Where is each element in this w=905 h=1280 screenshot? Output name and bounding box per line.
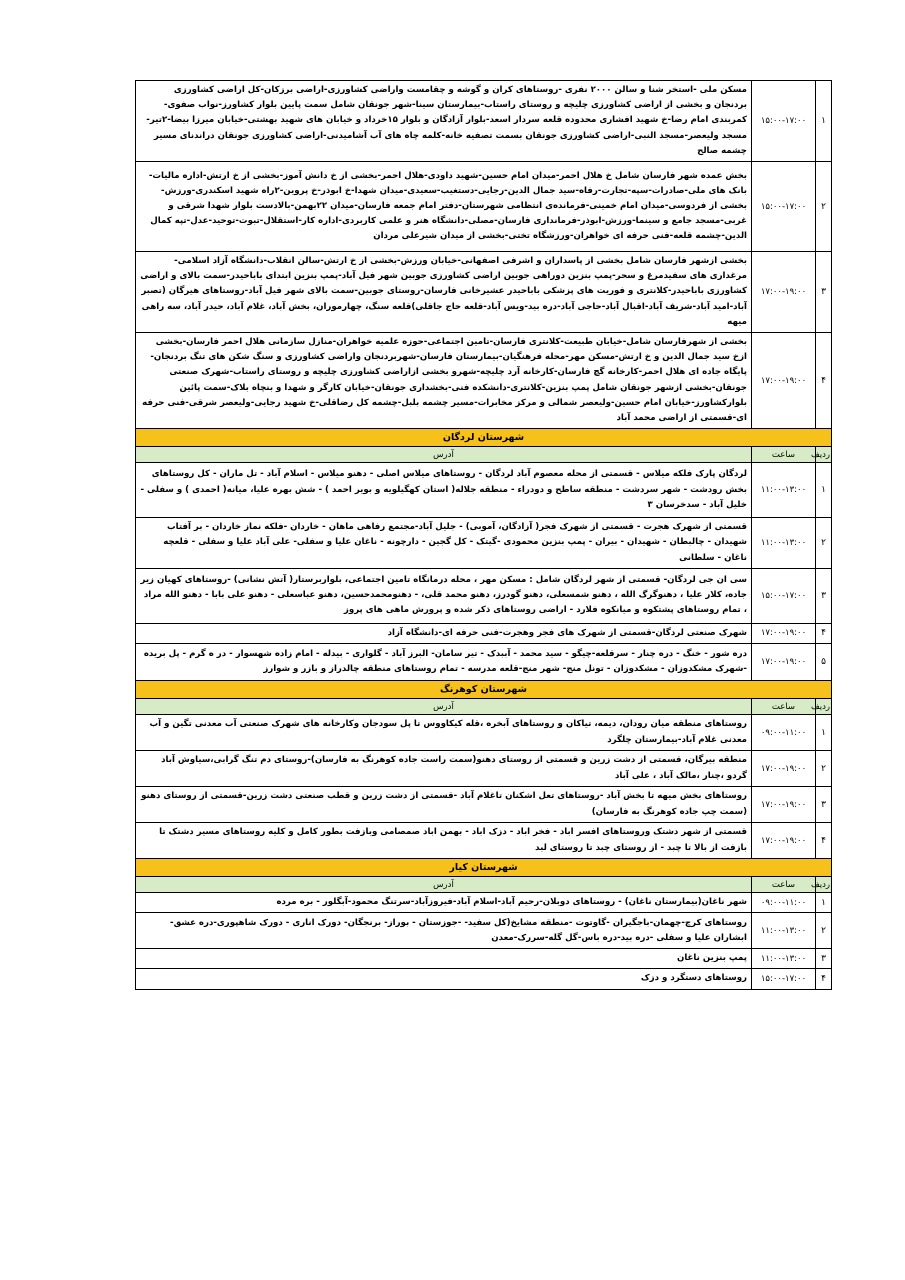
row-address: لردگان پارک فلکه میلاس - قسمتی از محله معصوم آباد لردگان - روستاهای میلاس اصلی - دهنو میلاس - اسلام آباد - تل ماران - کل روستاهای بخش رودشت - شهر سردشت - منطقه ساطح و دودراء - منطقه جلاله( استان کهگیلویه و بویر احمد ) - شش بهره علیا، میانه( احمدی ) و سفلی - خلیل آباد - سدخرسان ۳ — [136, 463, 752, 518]
table-row — [136, 715, 832, 751]
row-number: ۲ — [816, 751, 832, 787]
row-address: قسمتی از شهر دشتک وروستاهای افسر اباد - فخر اباد - دزک اباد - بهمن اباد صمصامی وبازفت بطور کامل و کلیه روستاهای مسیر دشتک تا بازفت از بالا تا چبد - از روستای چبد تا روستای لبد — [136, 823, 752, 859]
table-row — [136, 787, 832, 823]
row-time: ۱۵:۰۰-۱۷:۰۰ — [752, 162, 816, 252]
table-row — [136, 463, 832, 518]
row-time: ۱۷:۰۰-۱۹:۰۰ — [752, 252, 816, 333]
table-row — [136, 623, 832, 643]
header-address: آدرس — [136, 699, 752, 715]
row-address: بخش عمده شهر فارسان شامل خ هلال احمر-میدان امام حسین-شهید داودی-هلال احمر-بخشی از خ دانش آموز-بخشی از خ ارتش-اداره مالیات-بانک های ملی-صادرات-سپه-تجارت-رفاه-سید جمال الدین-رجایی-دستغیب-سعیدی-میدان شهدا-خ ابوذر-خ پروین-۲راه شهید اسکندری-ورزش-بخشی از فردوسی-میدان امام خمینی-فرمانده‌ی انتظامی شهرستان-دفتر امام جمعه فارسان-میدان ۲۲بهمن-بالادست بلوار شهدا شرقی و غربی-مسجد جامع و سینما-ورزش-ابوذر-فرمانداری فارسان-مصلی-دانشگاه هنر و علمی کاربردی-اداره کار-استقلال-تبوت-توحید-عدل-تپه کمال الدین-چشمه قلعه-فنی حرفه ای خواهران-ورزشگاه تختی-بخشی از میدان شیرعلی مردان — [136, 162, 752, 252]
row-number: ۱ — [816, 81, 832, 162]
header-time: ساعت — [752, 447, 816, 463]
schedule-table — [135, 80, 832, 990]
section-title: شهرستان کوهرنگ — [136, 681, 832, 699]
row-time: ۱۷:۰۰-۱۹:۰۰ — [752, 787, 816, 823]
row-time: ۰۹:۰۰-۱۱:۰۰ — [752, 893, 816, 913]
row-time: ۰۹:۰۰-۱۱:۰۰ — [752, 715, 816, 751]
header-address: آدرس — [136, 877, 752, 893]
column-header-row — [136, 699, 832, 715]
row-address: بخشی ازشهر فارسان شامل بخشی از پاسداران و اشرفی اصفهانی-خیابان ورزش-بخشی از خ ارتش-سالن انقلاب-دانشگاه آزاد اسلامی-مرغداری های سفیدمرغ و سحر-پمپ بنزین دوراهی جوبین اراضی کشاورزی جوبین شهر فیل آباد-پمپ بنزین ابتدای باباحیدر-سمت بالای و اراضی کشاورزی باباحیدر-کلانتری و فوریت های پزشکی باباحیدر عشیرخانی فارسان-روستای جوبین-سمت بالای شهر فیل آباد-روستاهای هیرگان (تصبر آباد-امید آباد-شریف آباد-اقبال آباد-حاجی آباد-دره بید-ویس آباد-قلعه حاج جاقلی)قلعه سنگ، چهارموران، بخش آباد، غلام آباد، حیدر آباد، سه راهی میهه — [136, 252, 752, 333]
section-title: شهرستان لردگان — [136, 429, 832, 447]
header-time: ساعت — [752, 699, 816, 715]
row-address: روستاهای منطقه میان رودان، دیمه، تیاکان و روستاهای آبخره ،قله کیکاووس تا پل سودجان وکارخانه های شهرک صنعتی آب معدنی تگین و آب معدنی غلام آباد-بیمارستان چلگرد — [136, 715, 752, 751]
row-time: ۱۷:۰۰-۱۹:۰۰ — [752, 823, 816, 859]
table-row — [136, 252, 832, 333]
row-time: ۱۵:۰۰-۱۷:۰۰ — [752, 568, 816, 623]
header-number: ردیف — [816, 699, 832, 715]
table-row — [136, 333, 832, 429]
row-address: قسمتی از شهرک هجرت - قسمتی از شهرک فجر( آزادگان، آموبی) - جلیل آباد-مجتمع رفاهی ماهان - خاردان -فلکه نماز خاردان - بر آفتاب شهیدان - چالبطان - شهیدان - بیران - پمپ بنزین محمودی -گیتک - کل گجین - دارچونه - ناغان علیا و سفلی- علی آباد علیا و سفلی - قلعچه ناغان - سلطانی — [136, 518, 752, 569]
table-row — [136, 568, 832, 623]
row-time: ۱۵:۰۰-۱۷:۰۰ — [752, 81, 816, 162]
row-number: ۳ — [816, 568, 832, 623]
row-number: ۱ — [816, 715, 832, 751]
column-header-row — [136, 877, 832, 893]
header-address: آدرس — [136, 447, 752, 463]
row-number: ۳ — [816, 787, 832, 823]
row-number: ۳ — [816, 252, 832, 333]
row-number: ۱ — [816, 463, 832, 518]
row-number: ۲ — [816, 162, 832, 252]
row-number: ۲ — [816, 518, 832, 569]
table-row — [136, 893, 832, 913]
row-time: ۱۱:۰۰-۱۳:۰۰ — [752, 463, 816, 518]
section-title-row — [136, 429, 832, 447]
row-address: منطقه بیرگان، قسمتی از دشت زرین و قسمتی از روستای دهنو(سمت راست جاده کوهرنگ به فارسان)-روستای دم تنگ گرابی،سیاوش آباد گردو ،چنار ،مالک آباد ، علی آباد — [136, 751, 752, 787]
header-number: ردیف — [816, 447, 832, 463]
row-address: روستاهای بخش میهه تا بخش آباد -روستاهای تعل اشکنان تاغلام آباد -قسمتی از دشت زرین و قطب صنعتی دشت زرین-قسمتی از روستای دهنو (سمت چپ جاده کوهرنگ به فارسان) — [136, 787, 752, 823]
section-title-row — [136, 859, 832, 877]
row-time: ۱۷:۰۰-۱۹:۰۰ — [752, 644, 816, 681]
table-row — [136, 644, 832, 681]
row-address: مسکن ملی -استخر شنا و سالن ۲۰۰۰ نفری -روستاهای کران و گوشه و چقامست واراضی کشاورزی-اراضی برزکان-کل اراضی کشاورزی بردنجان و بخشی از اراضی کشاورزی چلیچه و روستای راستاب-بیمارستان سینا-شهر جونقان شامل سمت پایین بلوار کشاورز-نواب صفوی-کمربندی امام رضا-خ شهید افشاری محدوده قلعه سردار اسعد-بلوار آزادگان و بلوار ۱۵خرداد و خیابان های شهید بهشتی-خیابان میرزا بیضا-۲تیر-مسجد ولیعصر-مسجد النبی-اراضی کشاورزی جونقان بسمت تصفیه خانه-کلمه چاه های آب آشامیدنی-اراضی کشاورزی جونقان دراندنای مسیر چشمه صالح — [136, 81, 752, 162]
table-row — [136, 81, 832, 162]
section-title: شهرستان کیار — [136, 859, 832, 877]
header-time: ساعت — [752, 877, 816, 893]
row-address: بخشی از شهرفارسان شامل-خیابان طبیعت-کلانتری فارسان-تامین اجتماعی-حوزه علمیه خواهران-منازل سازمانی هلال احمر فارسان-بخشی ازخ سید جمال الدین و خ ارتش-مسکن مهر-محله فرهنگیان-بیمارستان فارسان-شهربردنجان واراضی کشاورزی و سنگ شکن های تنگ بردنجان-پایگاه جاده ای هلال احمر-کارخانه گچ فارسان-کارخانه آرد چلیچه-شهرو بخشی ازاراضی کشاورزی چلیچه و روستای راستاب-شهرک صنعتی جونقان-بخشی ازشهر جونقان شامل پمپ بنزین-کلانتری-دانشکده فنی-بخشداری جونقان-خیابان کارگر و شهدا و بنچاه بلاک-سمت پائین بلوارکشاورز-خیابان امام حسین-ولیعصر شمالی و مرکز مخابرات-مسیر چشمه بلبل-چشمه کل رضاقلی-خ شهید رجایی-ولیعصر شرقی-فنی حرفه ای-قسمتی از اراضی محمد آباد — [136, 333, 752, 429]
row-number: ۱ — [816, 893, 832, 913]
row-time: ۱۵:۰۰-۱۷:۰۰ — [752, 969, 816, 989]
row-address: پمپ بنزین ناغان — [136, 949, 752, 969]
section-title-row — [136, 681, 832, 699]
row-address: سی ان جی لردگان- قسمتی از شهر لردگان شامل : مسکن مهر ، محله درمانگاه تامین اجتماعی، بلواربرستار( آتش نشانی) -روستاهای کهیان زیر جاده، کلار علیا ، دهنوگرگ الله ، دهنو شمسعلی، دهنو گودرز، دهنو محمد قلی، - دهنومحمدحسین، دهنو عباسعلی - دهنو علی بابا - دهنو الله مراد ، تمام روستاهای پشتکوه و میانکوه فلارد - اراضی روستاهای ذکر شده و پرورش ماهی های پروز — [136, 568, 752, 623]
row-number: ۴ — [816, 823, 832, 859]
row-time: ۱۱:۰۰-۱۳:۰۰ — [752, 913, 816, 949]
row-time: ۱۷:۰۰-۱۹:۰۰ — [752, 333, 816, 429]
table-row — [136, 949, 832, 969]
row-number: ۳ — [816, 949, 832, 969]
row-time: ۱۷:۰۰-۱۹:۰۰ — [752, 623, 816, 643]
outage-schedule-document — [135, 80, 832, 990]
row-address: شهر ناغان(بیمارستان ناغان) - روستاهای دوبلان-رحیم آباد-اسلام آباد-فیروزآباد-سرتنگ محمود-آبگلور - بره مرده — [136, 893, 752, 913]
row-number: ۴ — [816, 623, 832, 643]
table-row — [136, 823, 832, 859]
table-row — [136, 969, 832, 989]
column-header-row — [136, 447, 832, 463]
table-row — [136, 518, 832, 569]
row-address: شهرک صنعتی لردگان-قسمتی از شهرک های فجر وهجرت-فنی حرفه ای-دانشگاه آزاد — [136, 623, 752, 643]
table-row — [136, 913, 832, 949]
table-row — [136, 751, 832, 787]
row-time: ۱۷:۰۰-۱۹:۰۰ — [752, 751, 816, 787]
row-number: ۵ — [816, 644, 832, 681]
row-number: ۴ — [816, 969, 832, 989]
row-time: ۱۱:۰۰-۱۳:۰۰ — [752, 949, 816, 969]
row-address: روستاهای دستگرد و دزک — [136, 969, 752, 989]
row-address: دره شور - خنگ - دره چنار - سرقلعه-چیگو - سید محمد - آببدک - تیر سامان- البرز آباد - گلواری - بیدله - امام زاده شهسوار - در ه گرم - پل بریده -شهرک مشکدوزان - مشکدوزان - تونل منج- شهر منج-قلعه مدرسه - تمام روستاهای منطقه چالدراز و بازر و شوارز — [136, 644, 752, 681]
header-number: ردیف — [816, 877, 832, 893]
row-number: ۲ — [816, 913, 832, 949]
table-row — [136, 162, 832, 252]
row-time: ۱۱:۰۰-۱۳:۰۰ — [752, 518, 816, 569]
row-number: ۴ — [816, 333, 832, 429]
row-address: روستاهای کرچ-چهمان-باجگیران -گاوتوت -منطقه مشایخ(کل سفید- -جوزستان - بوراز- برنجگان- دورک اناری - دورک شاهپوری-دره عشق- ابشاران علیا و سفلی -دره بید-دره باس-گل گله-سررک-معدن — [136, 913, 752, 949]
